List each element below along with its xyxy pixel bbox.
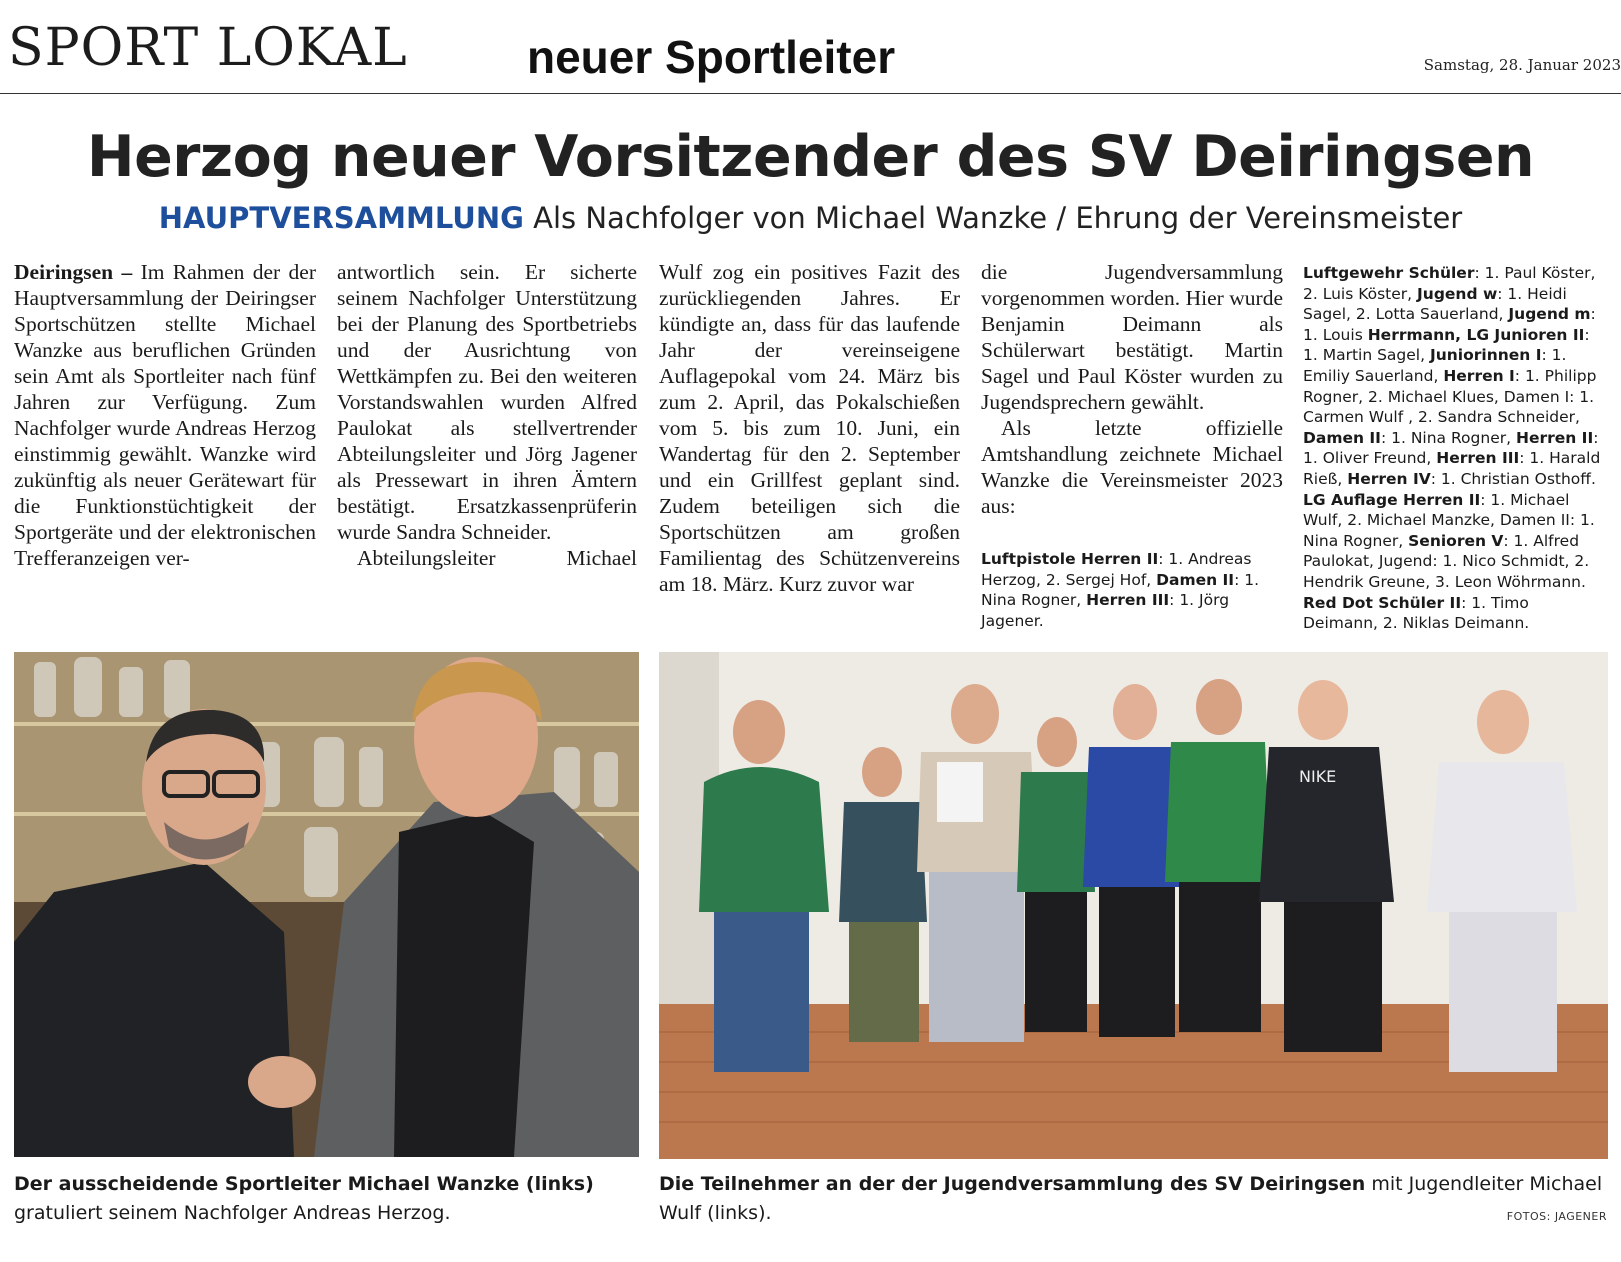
result-text: : 1. Philipp Rogner, 2. Michael Klues, Damen I: 1. Carmen Wulf , 2. Sandra Schneider,: [1303, 366, 1597, 427]
caption-2-text: mit Jugendleiter Michael Wulf (links).: [659, 1173, 1603, 1224]
result-text: : 1. Oliver Freund,: [1303, 428, 1599, 468]
result-label: Luftgewehr Schüler: [1303, 264, 1475, 282]
result-label: Herren IV: [1347, 469, 1431, 488]
result-text: : 1. Jörg Jagener.: [981, 591, 1230, 630]
result-text: : 1. Paul Köster, 2. Luis Köster,: [1303, 264, 1596, 303]
group-photo: [659, 652, 1608, 1159]
result-text: : 1. Heidi Sagel, 2. Lotta Sauerland,: [1303, 284, 1567, 324]
result-label: Herren III: [1086, 591, 1170, 610]
result-text: : 1. Harald Rieß,: [1303, 449, 1601, 488]
photo-1-caption: [14, 1170, 639, 1228]
result-text: : 1. Martin Sagel,: [1303, 325, 1590, 365]
article-headline: Herzog neuer Vorsitzender des SV Deiringsen: [86, 124, 1535, 190]
result-text: : 1. Alfred Paulokat, Jugend: 1. Nico Schmidt, 2. Hendrik Greune, 3. Leon Wöhrmann.: [1303, 531, 1590, 591]
result-label: Red Dot Schüler II: [1303, 593, 1462, 612]
photo-credit: FOTOS: JAGENER: [1506, 1210, 1607, 1223]
result-label: Juniorinnen I: [1429, 346, 1542, 365]
result-label: LG Auflage Herren II: [1303, 490, 1481, 509]
article-kicker: HAUPTVERSAMMLUNG: [158, 201, 524, 235]
result-text: : 1. Michael Wulf, 2. Michael Manzke, Damen II: 1. Nina Rogner,: [1303, 490, 1595, 550]
subhead-text: Als Nachfolger von Michael Wanzke / Ehrung der Vereinsmeister: [533, 201, 1463, 235]
results-list-part-2: [1303, 263, 1608, 634]
result-label: Herren I: [1443, 366, 1515, 385]
result-text: : 1. Louis: [1303, 305, 1596, 344]
column-3-text: Wulf zog ein positives Fazit des zurückliegenden Jahres. Er kündigte an, dass für das laufende Jahr der vereinseigene Auflagepokal vom 24. März bis zum 2. April, das Pokalschießen vom 5. bis zum 10. Juni, ein Wandertag für den 2. September und ein Grillfest geplant sind. Zudem beteiligen sich die Sportschützen am großen Familientag des Schützenvereins am 18. März. Kurz zuvor war: [659, 260, 960, 596]
handshake-photo: [14, 652, 639, 1157]
section-masthead: SPORT LOKAL: [8, 18, 408, 78]
column-2-paragraph-1: antwortlich sein. Er sicherte seinem Nachfolger Unterstützung bei der Planung des Sportbetriebs und der Ausrichtung von Wettkämpfen zu. Bei den weiteren Vorstandswahlen wurden Alfred Paulokat als stellvertrender Abteilungsleiter und Jörg Jagener als Pressewart in ihren Ämtern bestätigt. Ersatzkassenprüferin wurde Sandra Schneider.: [337, 260, 637, 544]
group-photo-illustration: [659, 652, 1608, 1159]
article-column-1: [14, 259, 316, 571]
handshake-photo-illustration: [14, 652, 639, 1157]
result-label: Herrmann, LG Junioren II: [1367, 325, 1585, 344]
publication-date: Samstag, 28. Januar 2023: [1423, 56, 1621, 74]
photo-2-caption: [659, 1170, 1609, 1228]
nike-logo: NIKE: [1299, 767, 1337, 786]
result-label: Damen II: [1303, 428, 1381, 447]
results-list-part-1: [981, 549, 1283, 631]
caption-2-lead: Die Teilnehmer an der der Jugendversammlung des SV Deiringsen: [659, 1173, 1366, 1195]
caption-1-lead: Der ausscheidende Sportleiter Michael Wanzke (links): [14, 1173, 594, 1195]
column-2-paragraph-2: Abteilungsleiter Michael: [357, 546, 637, 570]
result-text: : 1. Timo Deimann, 2. Niklas Deimann.: [1303, 593, 1530, 633]
column-4-paragraph-2: Als letzte offizielle Amtshandlung zeichnete Michael Wanzke die Vereinsmeister 2023 aus:: [981, 416, 1283, 518]
result-text: : 1. Nina Rogner,: [981, 570, 1260, 610]
result-label: Damen II: [1156, 570, 1235, 589]
article-column-3: [659, 259, 960, 597]
overlay-title: neuer Sportleiter: [527, 31, 896, 83]
result-text: : 1. Christian Osthoff.: [1430, 469, 1596, 488]
article-subhead: [0, 201, 1621, 236]
column-1-text: Im Rahmen der der Hauptversammlung der Deiringser Sportschützen stellte Michael Wanzke aus beruflichen Gründen sein Amt als Sportleiter nach fünf Jahren zur Verfügung. Zum Nachfolger wurde Andreas Herzog einstimmig gewählt. Wanzke wird zukünftig als neuer Gerätewart für die Funktionstüchtigkeit der Sportgeräte und der elektronischen Trefferanzeigen ver-: [14, 260, 317, 570]
result-label: Luftpistole Herren II: [981, 550, 1159, 568]
article-column-2: [337, 259, 637, 571]
result-label: Herren II: [1515, 428, 1594, 447]
result-text: : 1. Emiliy Sauerland,: [1303, 346, 1567, 385]
result-text: : 1. Nina Rogner,: [1380, 428, 1516, 447]
result-label: Senioren V: [1408, 531, 1504, 550]
header-rule: [0, 93, 1621, 94]
column-4-paragraph-1: die Jugendversammlung vorgenommen worden. Hier wurde Benjamin Deimann als Schülerwart bestätigt. Martin Sagel und Paul Köster wurden zu Jugendsprechern gewählt.: [981, 260, 1283, 414]
result-text: : 1. Andreas Herzog, 2. Sergej Hof,: [981, 550, 1252, 589]
result-label: Jugend w: [1417, 284, 1498, 303]
article-dateline: Deiringsen –: [14, 260, 133, 284]
article-column-4: [981, 259, 1283, 631]
result-label: Jugend m: [1508, 305, 1591, 324]
caption-1-text: gratuliert seinem Nachfolger Andreas Herzog.: [14, 1202, 451, 1224]
result-label: Herren III: [1436, 449, 1520, 468]
